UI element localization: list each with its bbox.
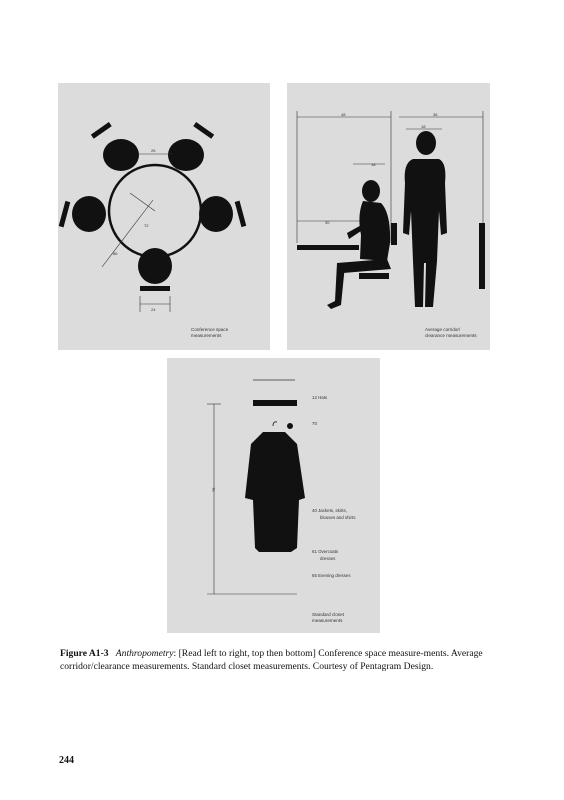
figure-caption: [60, 648, 500, 673]
closet-hats-label: 12 Hats: [312, 395, 328, 400]
conference-caption: Conference space measurements: [191, 327, 229, 338]
closet-evening-label: 65 Evening dresses: [312, 573, 351, 578]
dim-person: 36: [433, 112, 438, 117]
closet-jackets-label: 40 Jackets, skirts,: [312, 508, 347, 513]
corridor-diagram: [287, 83, 490, 350]
dim-top: 26: [151, 148, 156, 153]
dim-width: 48: [341, 112, 346, 117]
dim-bottom: 24: [151, 307, 156, 312]
dim-desk: 30: [325, 220, 330, 225]
figure-caption-text: : [Read left to right, top then bottom] Conference space measure-ments. Average corridor/clearance measurements. Standard closet measurements. Courtesy of Pentagram Design.: [60, 648, 483, 672]
closet-overcoats-label: 61 Overcoats: [312, 549, 339, 554]
dim-body: 18: [421, 124, 426, 129]
corridor-caption: Average corridor/ clearance measurements: [425, 327, 477, 338]
closet-diagram: [167, 358, 380, 633]
conference-space-illustration: [58, 83, 270, 350]
closet-70-label: 70: [312, 421, 317, 426]
dim-vertical: 76: [211, 487, 216, 492]
closet-illustration: [167, 358, 380, 633]
conference-diagram: [58, 83, 270, 350]
figure-label: Figure A1-3: [60, 648, 109, 659]
page-number: 244: [59, 755, 74, 766]
closet-dresses-label: dresses: [320, 556, 336, 561]
corridor-clearance-illustration: [287, 83, 490, 350]
dim-reach: 18: [371, 162, 376, 167]
closet-caption: Standard closet measurements: [312, 612, 344, 623]
closet-jackets-label-2: blouses and shirts: [320, 515, 356, 520]
figure-title: Anthropometry: [115, 648, 174, 659]
dim-radius: 72: [144, 223, 149, 228]
dim-diag: 86: [113, 251, 118, 256]
